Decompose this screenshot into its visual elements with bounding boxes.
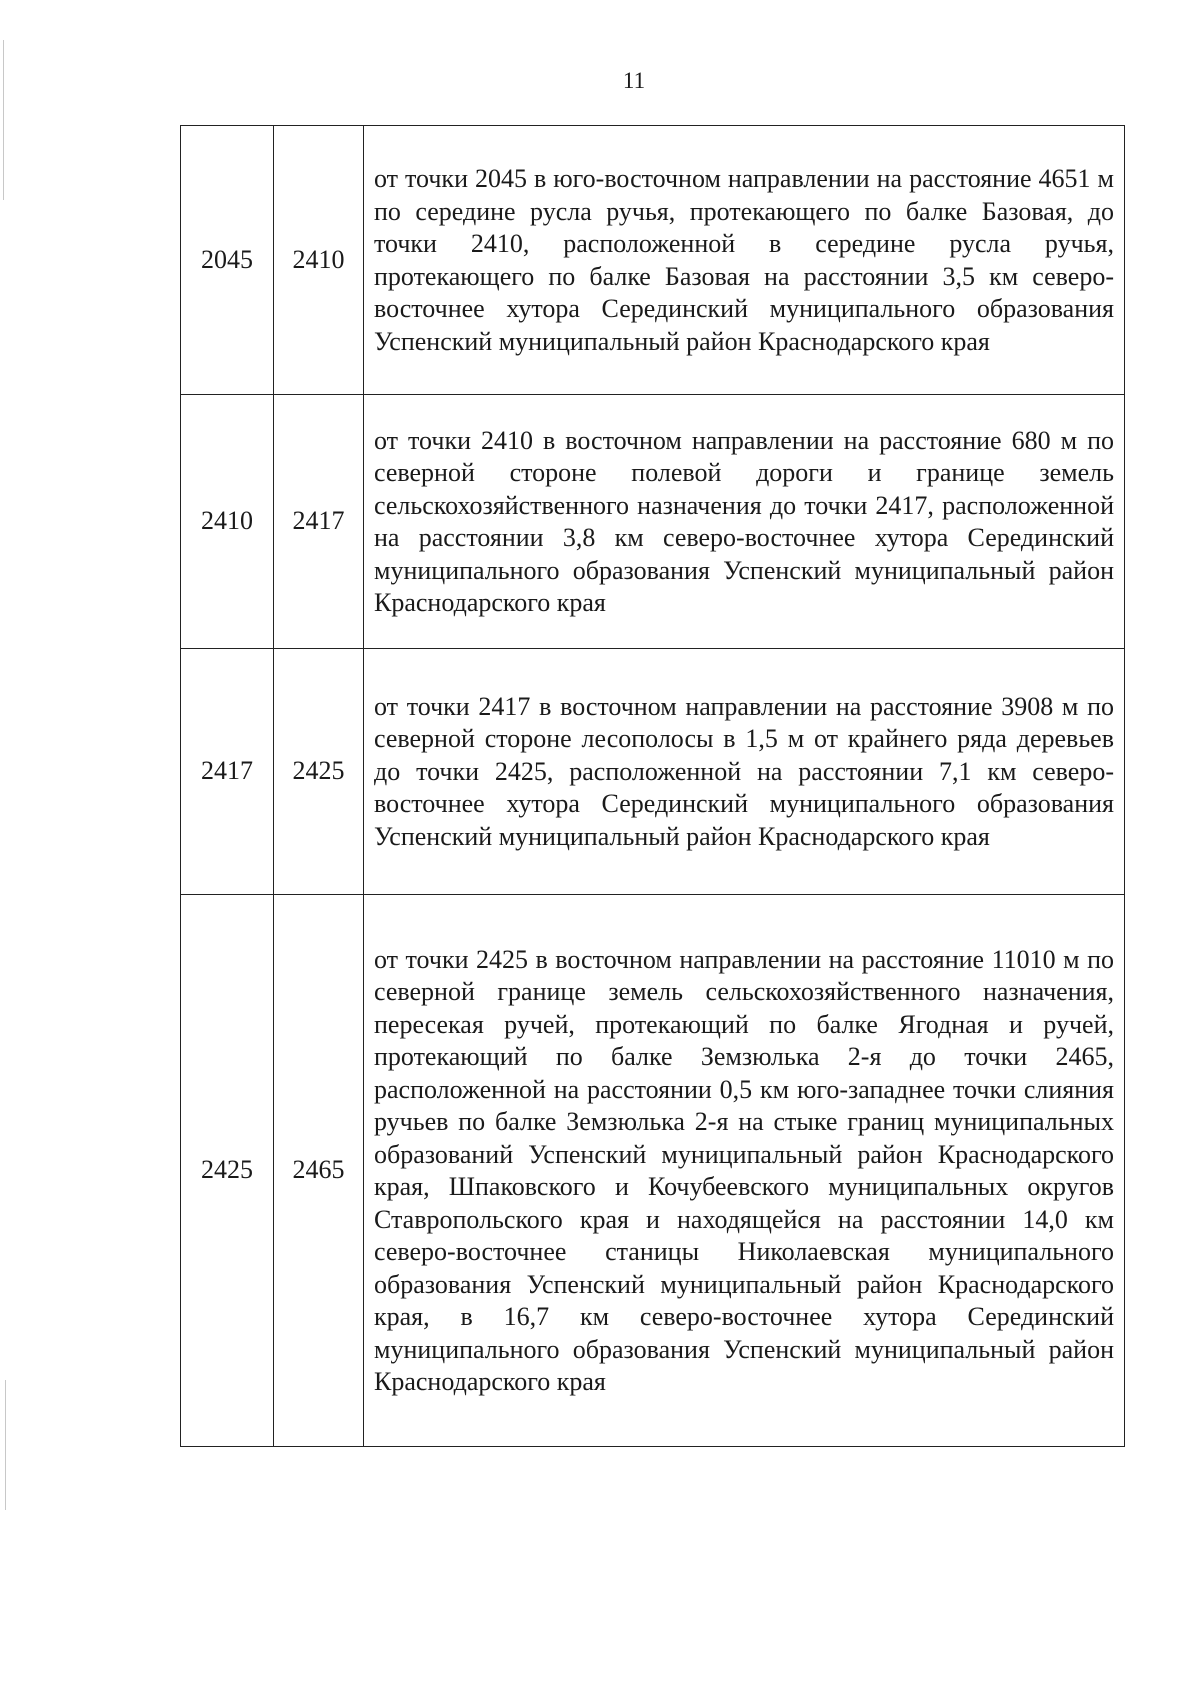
page-number: 11 [622,68,646,93]
from-point-cell: 2425 [181,895,274,1447]
to-point-cell: 2410 [274,126,364,395]
table-row [181,395,1125,649]
from-point-cell: 2045 [181,126,274,395]
from-point-cell: 2410 [181,395,274,649]
table-row [181,649,1125,895]
table-row [181,126,1125,395]
table-row [181,895,1125,1447]
from-point-cell: 2417 [181,649,274,895]
boundary-description-table [180,125,1125,1447]
to-point-cell: 2417 [274,395,364,649]
scan-edge-mark [3,40,4,200]
segment-description-cell: от точки 2410 в восточном направлении на расстояние 680 м по северной стороне полевой дороги и границе земель сельскохозяйственного назначения до точки 2417, расположенной на расстоянии 3,8 км северо-восточнее хутора Серединский муниципального образования Успенский муниципальный район Краснодарского края [364,395,1125,649]
segment-description-cell: от точки 2425 в восточном направлении на расстояние 11010 м по северной границе земель сельскохозяйственного назначения, пересекая ручей, протекающий по балке Ягодная и ручей, протекающий по балке Земзюлька 2-я до точки 2465, расположенной на расстоянии 0,5 км юго-западнее точки слияния ручьев по балке Земзюлька 2-я на стыке границ муниципальных образований Успенский муниципальный район Краснодарского края, Шпаковского и Кочубеевского муниципальных округов Ставропольского края и находящейся на расстоянии 14,0 км северо-восточнее станицы Николаевская муниципального образования Успенский муниципальный район Краснодарского края, в 16,7 км северо-восточнее хутора Серединский муниципального образования Успенский муниципальный район Краснодарского края [364,895,1125,1447]
to-point-cell: 2465 [274,895,364,1447]
segment-description-cell: от точки 2417 в восточном направлении на расстояние 3908 м по северной стороне лесополосы в 1,5 м от крайнего ряда деревьев до точки 2425, расположенной на расстоянии 7,1 км северо-восточнее хутора Серединский муниципального образования Успенский муниципальный район Краснодарского края [364,649,1125,895]
to-point-cell: 2425 [274,649,364,895]
scan-edge-mark [5,1380,6,1510]
segment-description-cell: от точки 2045 в юго-восточном направлении на расстояние 4651 м по середине русла ручья, протекающего по балке Базовая, до точки 2410, расположенной в середине русла ручья, протекающего по балке Базовая на расстоянии 3,5 км северо-восточнее хутора Серединский муниципального образования Успенский муниципальный район Краснодарского края [364,126,1125,395]
